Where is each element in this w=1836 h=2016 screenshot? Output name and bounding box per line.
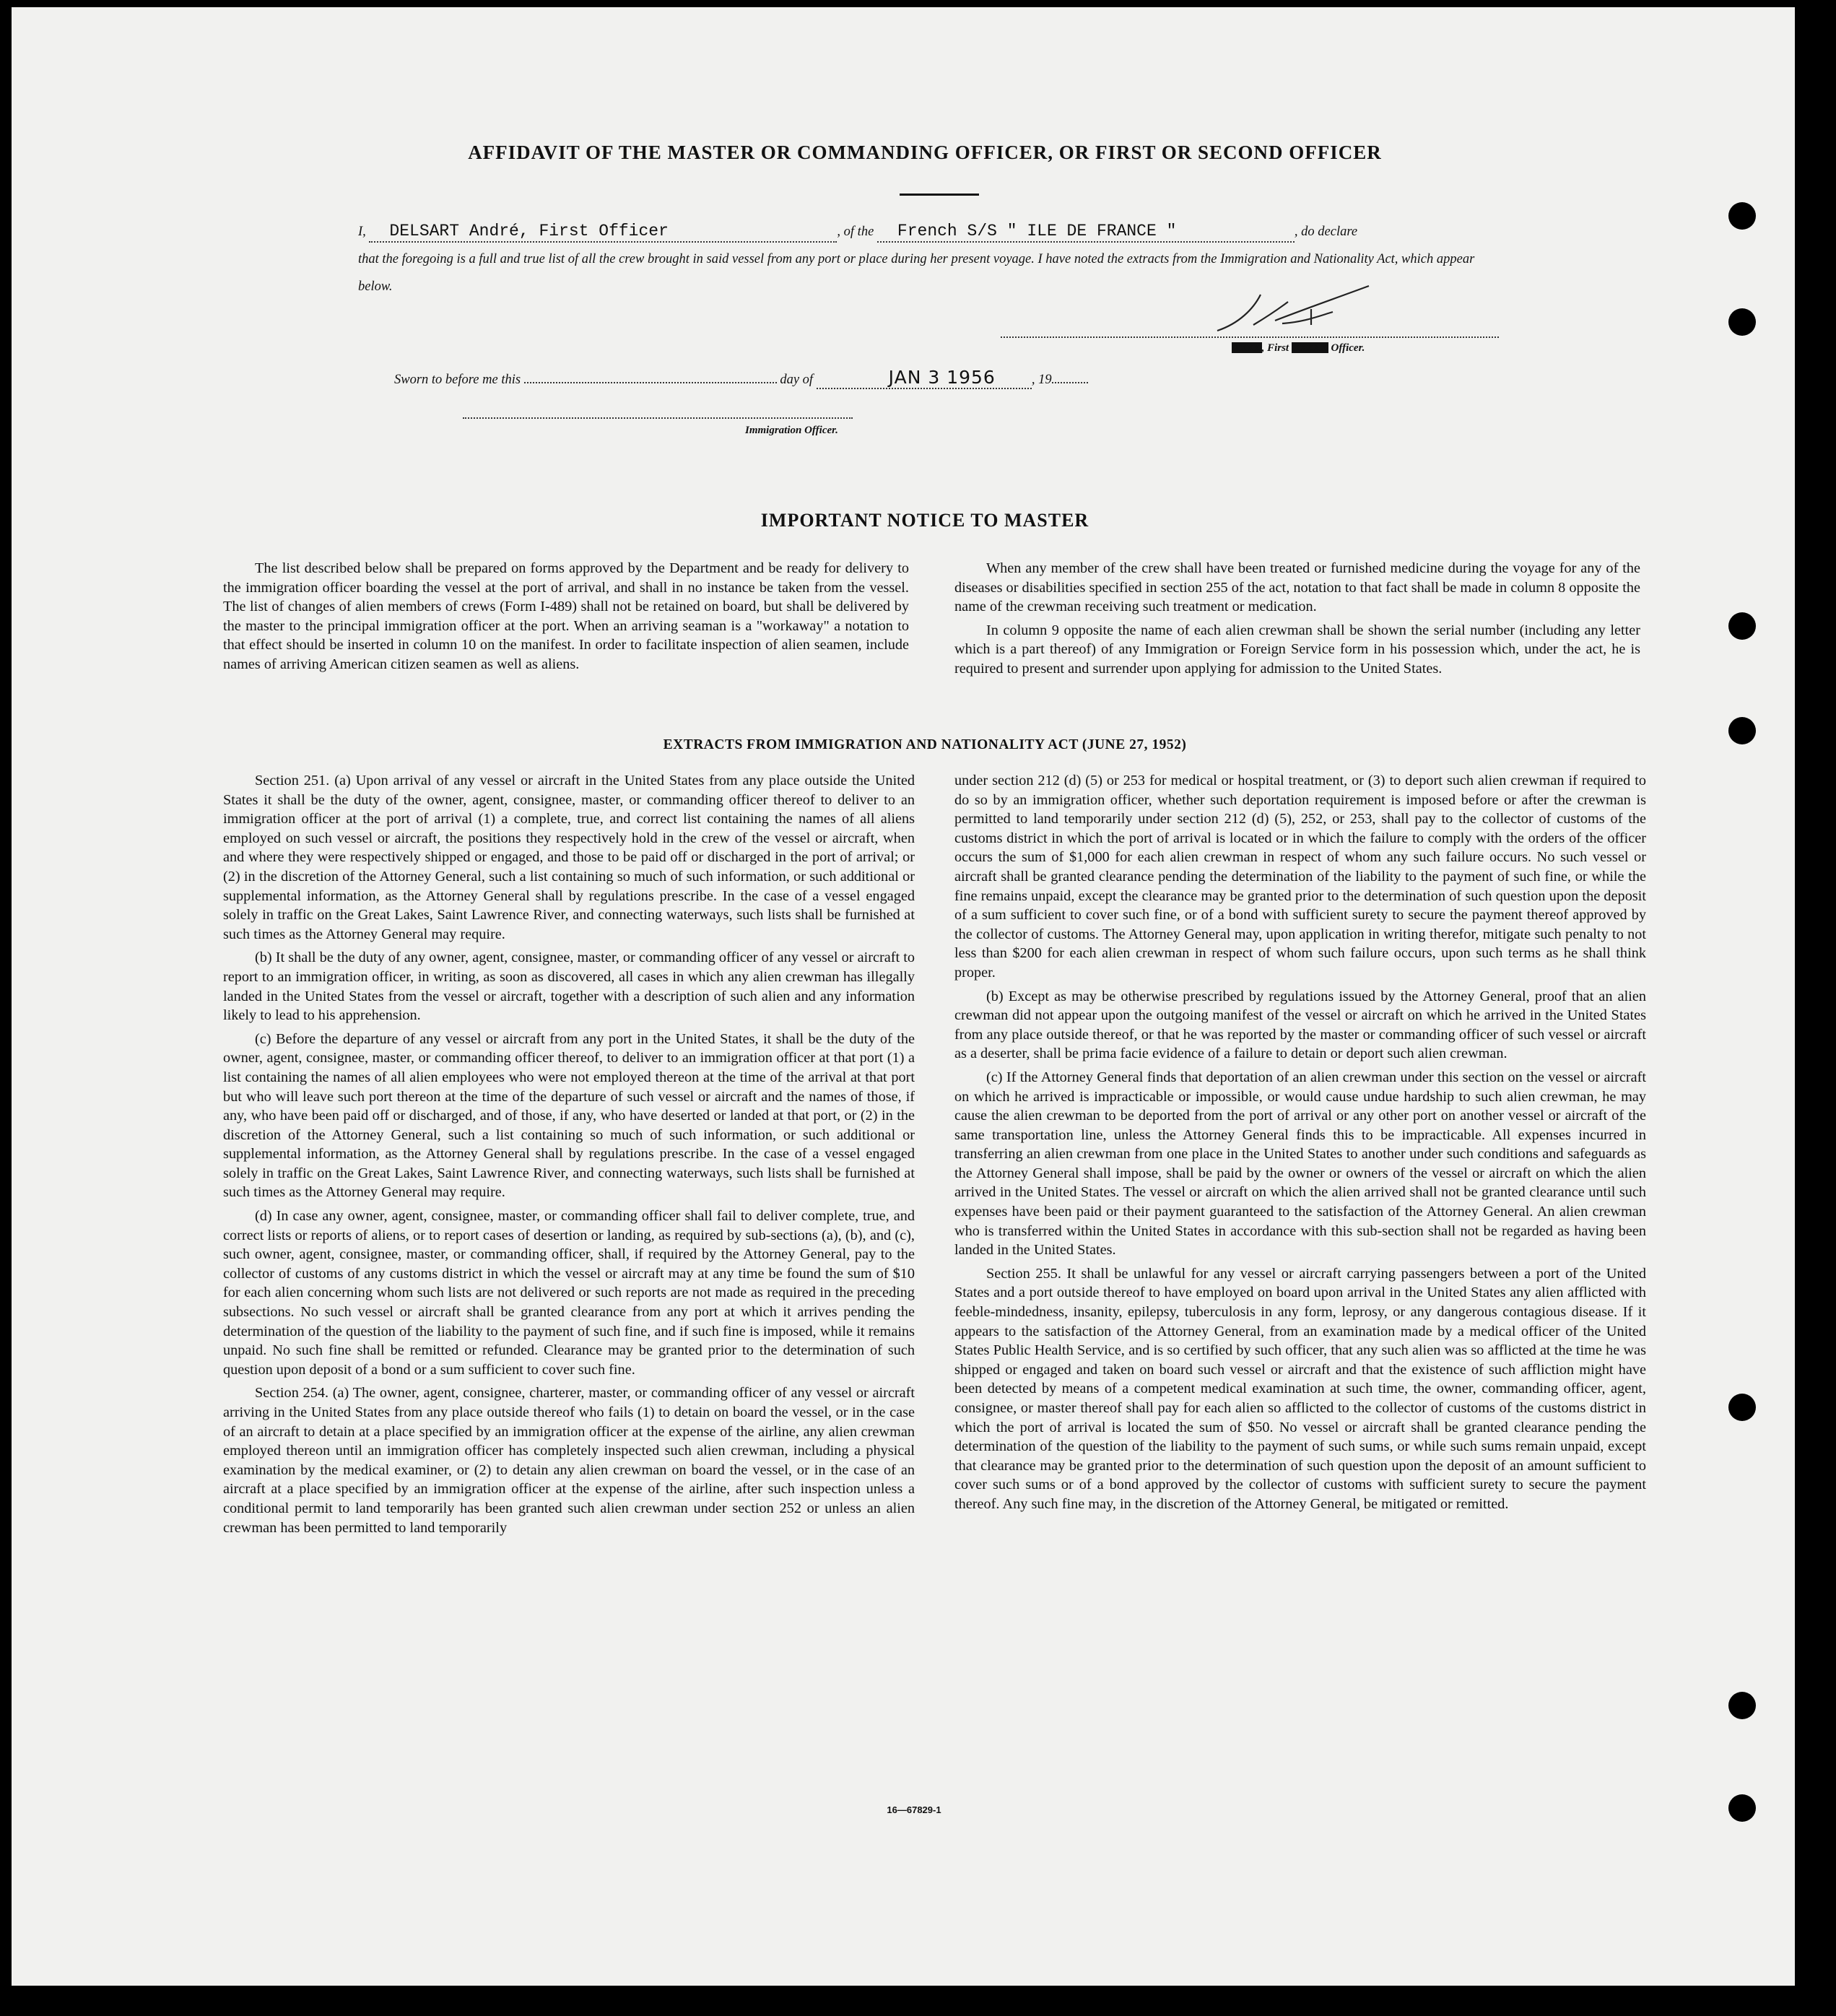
section-251b: (b) It shall be the duty of any owner, agent, consignee, master, or commanding officer of any vessel or aircraft to report to an immigration officer, in writing, as soon as discovered, all cases in which any alien crewman has illegally landed in the United States from the vessel or aircraft, together with a description of such alien and any information likely to lead to his apprehension. (223, 950, 915, 1024)
punch-hole (1728, 1692, 1756, 1719)
punch-hole (1728, 717, 1756, 744)
officer-signature-line (1001, 336, 1499, 338)
immigration-officer-line (463, 417, 853, 419)
officer-signature (1203, 280, 1391, 345)
do-declare-label: , do declare (1294, 225, 1358, 239)
punch-hole (1728, 308, 1756, 336)
sworn-line: Sworn to before me this day of JAN 3 1956 , 19 (394, 367, 1261, 389)
section-254a-continued: under section 212 (d) (5) or 253 for medical or hospital treatment, or (3) to deport such alien crewman if required to do so by an immigration officer, whether such deportation requirement is imposed before or after the crewman is permitted to land temporarily under section 212 (d) (5), 252, or 253, shall pay to the collector of customs of the customs district in which the port of arrival is located or in which the failure to comply with the orders of the officer occurs the sum of $1,000 for each alien crewman in respect of whom any such failure occurs. No such vessel or aircraft shall be granted clearance pending the determination of the liability to the payment of such fine, or while the fine remains unpaid, except the clearance may be granted prior to the determination of such question upon the deposit of a sum sufficient to cover such fine, or of a bond with sufficient surety to secure the payment thereof approved by the collector of customs. The Attorney General may, upon application in writing therefor, mitigate such penalty to not less than $200 for each alien crewman in respect of whom such failure occurs, upon such terms as he shall think proper. (954, 773, 1646, 981)
section-254b: (b) Except as may be otherwise prescribed by regulations issued by the Attorney General, proof that an alien crewman did not appear upon the outgoing manifest of the vessel or aircraft on which he arrived in the United States from any place outside thereof, or that he was reported by the master or commanding officer of such vessel or aircraft as a deserter, shall be prima facie evidence of a failure to detain or deport such alien crewman. (954, 988, 1646, 1062)
notice-left-column (223, 559, 909, 679)
punch-hole (1728, 1794, 1756, 1822)
section-254c: (c) If the Attorney General finds that deportation of an alien crewman under this section on the vessel or aircraft on which he arrived is impracticable or impossible, or would cause undue hardship to such alien crewman, he may cause the alien crewman to be deported from the port of arrival or any other port on another vessel or aircraft of the same transportation line, unless the Attorney General finds this to be impracticable. All expenses incurred in transferring an alien crewman from one place in the United States to another under such conditions and safeguards as the Attorney General shall impose, shall be paid by the owner or owners of the vessel or aircraft on which the alien arrived in the United States. The vessel or aircraft on which the alien arrived shall not be granted clearance until such expenses have been paid or their payment guaranteed to the satisfaction of the Attorney General. An alien crewman who is transferred within the United States in accordance with this sub-section shall not be regarded as having been landed in the United States. (954, 1069, 1646, 1259)
notice-title: IMPORTANT NOTICE TO MASTER (760, 510, 1089, 531)
notice-paragraph: When any member of the crew shall have been treated or furnished medicine during the voyage for any of the diseases or disabilities specified in section 255 of the act, notation to that fact shall be made in column 8 opposite the name of the crewman receiving such treatment or medication. (954, 560, 1640, 615)
section-255: Section 255. It shall be unlawful for any vessel or aircraft carrying passengers between a port of the United States and a port outside thereof to have employed on board upon arrival in the United States any alien afflicted with feeble-mindedness, insanity, epilepsy, tuberculosis in any form, leprosy, or any dangerous contagious disease. If it appears to the satisfaction of the Attorney General, from an examination made by a medical officer of the United States Public Health Service, and is so certified by such officer, that any such alien was so afflicted at the time he was shipped or engaged and taken on board such vessel or aircraft and that the existence of such affliction might have been detected by means of a competent medical examination at such time, the owner, commanding officer, agent, consignee, or master thereof shall pay for each alien so afflicted to the collector of customs of the customs district in which the port of arrival is located the sum of $50. No vessel or aircraft shall be granted clearance pending the determination of the question of the liability to the payment of such sums, or while such sums remain unpaid, except that clearance may be granted prior to the determination of such question upon the deposit of an amount sufficient to cover such sums or of a bond approved by the collector of customs with sufficient surety to secure the payment thereof. Any such fine may, in the discretion of the Attorney General, be mitigated or remitted. (954, 1265, 1646, 1512)
title-rule (900, 194, 979, 196)
officer-caption: XXXX , First XXXXX Officer. (1233, 342, 1365, 354)
affidavit-title: AFFIDAVIT OF THE MASTER OR COMMANDING OFFICER, OR FIRST OR SECOND OFFICER (468, 142, 1382, 163)
officer-name-field: DELSART André, First Officer (369, 221, 837, 243)
notice-paragraph: The list described below shall be prepared on forms approved by the Department and be ready for delivery to the immigration officer boarding the vessel at the port of arrival, and shall in no instance be taken from the vessel. The list of changes of alien members of crews (Form I-489) shall not be retained on board, but shall be delivered by the master to the principal immigration officer at the port. When an arriving seaman is a "workaway" a notation to that effect should be inserted in column 10 on the manifest. In order to facilitate inspection of alien seamen, include names of arriving American citizen seamen as well as aliens. (223, 560, 909, 672)
immigration-officer-caption: Immigration Officer. (745, 425, 838, 436)
extracts-title: EXTRACTS FROM IMMIGRATION AND NATIONALITY ACT (JUNE 27, 1952) (663, 737, 1187, 752)
form-number: 16—67829-1 (887, 1804, 941, 1815)
section-254a: Section 254. (a) The owner, agent, consignee, charterer, master, or commanding officer of any vessel or aircraft arriving in the United States from any place outside thereof who fails (1) to detain on board the vessel, or in the case of an aircraft to detain at a place specified by an immigration officer at the expense of the airline, any alien crewman employed thereon until an immigration officer has completely inspected such alien crewman, including a physical examination by the medical examiner, or (2) to detain any alien crewman on board the vessel, or in the case of an aircraft at a place specified by an immigration officer at the expense of the airline, after such inspection unless a conditional permit to land temporarily has been granted such alien crewman under section 252 or unless an alien crewman has been permitted to land temporarily (223, 1385, 915, 1536)
punch-hole (1728, 612, 1756, 640)
vessel-field: French S/S " ILE DE FRANCE " (877, 221, 1295, 243)
extracts-left-column (223, 771, 915, 1542)
of-the-label: , of the (837, 225, 874, 239)
declaration-text: that the foregoing is a full and true list of all the crew brought in said vessel from any port or place during her present voyage. I have noted the extracts from the Immigration and Nationality Act, which appear below. (358, 252, 1475, 294)
sworn-date: JAN 3 1956 (817, 367, 1032, 389)
section-251c: (c) Before the departure of any vessel or aircraft from any port in the United States, it shall be the duty of the owner, agent, consignee, master, or commanding officer thereof, to deliver to an immigration officer at that port (1) a list containing the names of all alien employees who were not employed thereon at the time of the arrival at that port but who will leave such port thereon at the time of the departure of such vessel or aircraft and the names of those, if any, who have been paid off or discharged, and of those, if any, who have deserted or landed at that port, or (2) in the discretion of the Attorney General, such a list containing so much of such information, or such additional or supplemental information, as the Attorney General shall by regulations prescribe. In the case of a vessel engaged solely in traffic on the Great Lakes, Saint Lawrence River, and connecting waterways, such lists shall be furnished at such times as the Attorney General may require. (223, 1030, 915, 1201)
notice-right-column (954, 559, 1640, 683)
section-251d: (d) In case any owner, agent, consignee, master, or commanding officer shall fail to deliver complete, true, and correct lists or reports of aliens, or to report cases of desertion or landing, as required by sub-sections (a), (b), and (c), such owner, agent, consignee, master, or commanding officer, shall, if required by the Attorney General, pay to the collector of customs of any customs district in which the vessel or aircraft may at any time be found the sum of $10 for each alien concerning whom such lists are not delivered or such reports are not made as required in the preceding subsections. No such vessel or aircraft shall be granted clearance from any port at which it arrives pending the determination of the question of the liability to the payment of such fine, and if such fine is imposed, while it remains unpaid. No such fine shall be remitted or refunded. Clearance may be granted prior to the determination of such question upon deposit of a bond or a sum sufficient to cover such fine. (223, 1208, 915, 1378)
prefix: I, (358, 225, 366, 239)
punch-hole (1728, 1394, 1756, 1421)
document-page (12, 7, 1795, 1986)
punch-hole (1728, 202, 1756, 230)
section-251a: Section 251. (a) Upon arrival of any vessel or aircraft in the United States from any place outside the United States it shall be the duty of the owner, agent, consignee, master, or commanding officer thereof to deliver to an immigration officer at the port of arrival (1) a complete, true, and correct list containing the names of all aliens employed on such vessel or aircraft, the positions they respectively hold in the crew of the vessel or aircraft, when and where they were respectively shipped or engaged, and those to be paid off or discharged in the port of arrival; or (2) in the discretion of the Attorney General, such a list containing so much of such information, or such additional or supplemental information, as the Attorney General shall by regulations prescribe. In the case of a vessel engaged solely in traffic on the Great Lakes, Saint Lawrence River, and connecting waterways, such lists shall be furnished at such times as the Attorney General may require. (223, 773, 915, 942)
extracts-right-column (954, 771, 1646, 1518)
notice-paragraph: In column 9 opposite the name of each alien crewman shall be shown the serial number (including any letter which is a part thereof) of any Immigration or Foreign Service form in his possession which, under the act, he is required to present and surrender upon applying for admission to the United States. (954, 622, 1640, 677)
